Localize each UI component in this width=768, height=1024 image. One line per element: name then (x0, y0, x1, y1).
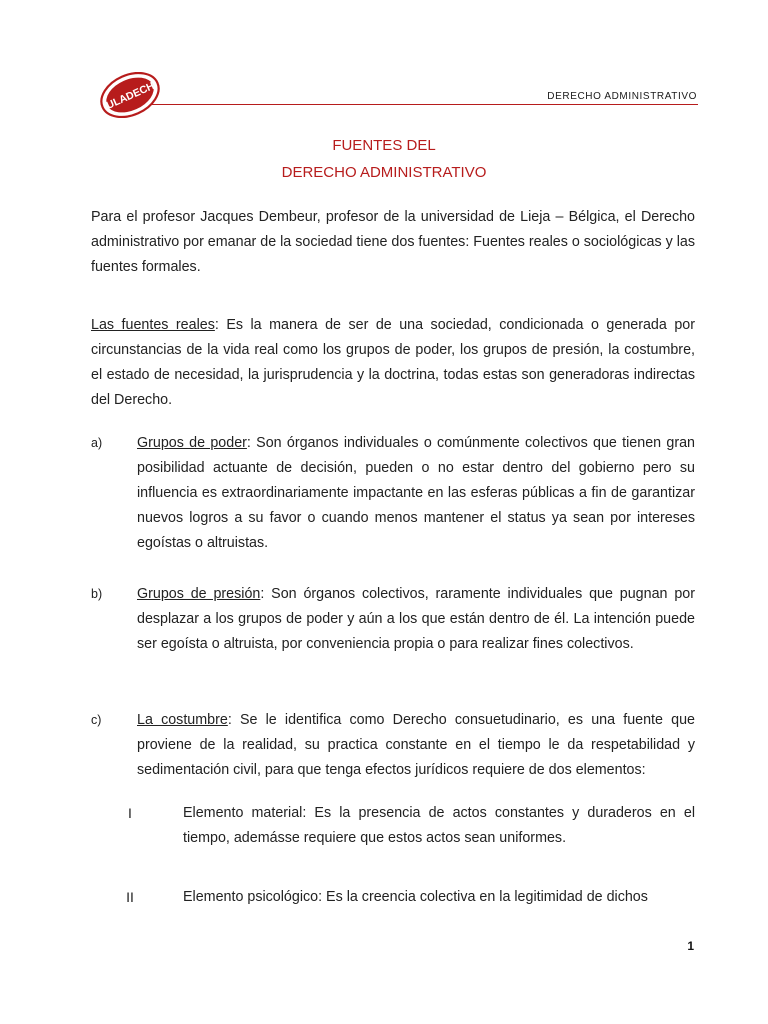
running-header-title: DERECHO ADMINISTRATIVO (547, 91, 697, 102)
fuentes-reales-paragraph (91, 313, 695, 413)
list-item-text: : Son órganos colectivos, raramente individuales que pugnan por desplazar a los grupos de poder y aún a los que están dentro de él. La intención puede ser egoísta o altruista, por conveniencia propia o para realizar fines colectivos. (137, 586, 695, 652)
logo-text: ULADECH (104, 79, 157, 112)
list-marker: a) (91, 436, 103, 450)
fuentes-reales-text: : Es la manera de ser de una sociedad, condicionada o generada por circunstancias de la vida real como los grupos de poder, los grupos de presión, la costumbre, el estado de necesidad, la jurisprudencia y la doctrina, todas estas son generadoras indirectas del Derecho. (91, 317, 695, 408)
roman-marker: I (128, 805, 132, 821)
sub-item-text: Elemento psicológico: Es la creencia colectiva en la legitimidad de dichos (183, 889, 648, 905)
page-number: 1 (687, 939, 694, 953)
list-marker: b) (91, 587, 103, 601)
list-item-grupos-de-presion (91, 582, 695, 657)
list-item-la-costumbre (91, 708, 695, 783)
list-item-term: Grupos de poder (137, 435, 247, 451)
header-divider (152, 104, 698, 105)
list-item-text: : Se le identifica como Derecho consuetudinario, es una fuente que proviene de la realidad, su practica constante en el tiempo le da respetabilidad y sedimentación civil, para que tenga efectos jurídicos requiere de dos elementos: (137, 712, 695, 778)
document-title-line1: FUENTES DEL (332, 137, 436, 154)
intro-paragraph: Para el profesor Jacques Dembeur, profesor de la universidad de Lieja – Bélgica, el Derecho administrativo por emanar de la sociedad tiene dos fuentes: Fuentes reales o sociológicas y las fuentes formales. (91, 209, 695, 275)
uladech-logo (97, 72, 163, 118)
fuentes-reales-term: Las fuentes reales (91, 317, 215, 333)
sub-item-elemento-psicologico (120, 885, 695, 910)
list-item-term: La costumbre (137, 712, 228, 728)
list-item-grupos-de-poder (91, 431, 695, 556)
sub-item-text: Elemento material: Es la presencia de actos constantes y duraderos en el tiempo, ademásse requiere que estos actos sean uniformes. (183, 805, 695, 846)
list-item-term: Grupos de presión (137, 586, 261, 602)
sub-item-elemento-material (120, 801, 695, 851)
list-marker: c) (91, 713, 102, 727)
list-item-text: : Son órganos individuales o comúnmente colectivos que tienen gran posibilidad actuante de decisión, pueden o no estar dentro del gobierno pero su influencia es extraordinariamente impactante en las esferas públicas a fin de garantizar nuevos logros a su favor o cuando menos mantener el status ya sean por intereses egoístas o altruistas. (137, 435, 696, 551)
document-title-line2: DERECHO ADMINISTRATIVO (281, 164, 487, 181)
roman-marker: II (126, 889, 134, 905)
